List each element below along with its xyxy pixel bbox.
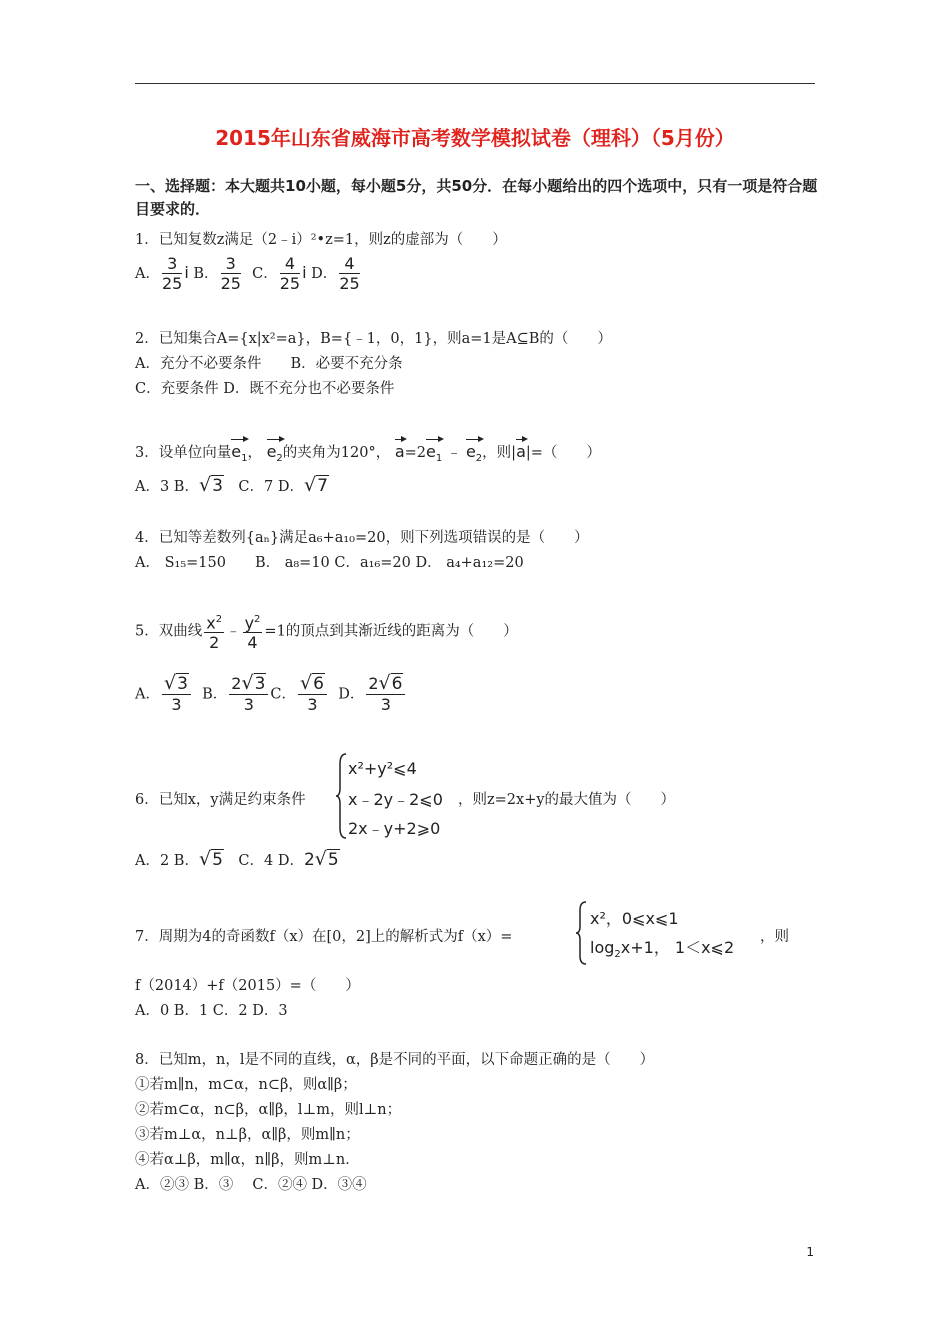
sqrt-3: √3 xyxy=(198,474,223,496)
q5-a-frac: $\frac{√3}{3}$ xyxy=(162,674,191,715)
two-sqrt-5: 2√5 xyxy=(303,848,339,870)
q3-options: A．3 B．√3 C．7 D．√7 xyxy=(135,474,328,496)
vector-e1: $e_1$ xyxy=(231,436,247,464)
sqrt-7: √7 xyxy=(303,474,328,496)
q7-stem-line2: f（2014）+f（2015）=（ ） xyxy=(135,978,360,994)
q5-d-frac: $\frac{2√6}{3}$ xyxy=(366,674,405,715)
q1-a-label: A． xyxy=(135,266,160,282)
q1-stem: 1．已知复数z满足（2﹣i）²•z=1，则z的虚部为（ ） xyxy=(135,232,507,248)
vector-a: a xyxy=(395,436,405,461)
q5-options: A． $\frac{√3}{3}$ B． $\frac{2√3}{3}$ C． $\frac{√6}{3}$ D． $\frac{2√6}{3}$ xyxy=(135,674,407,715)
q5-frac-y: $\frac{y^2}{4}$ xyxy=(243,610,263,653)
q2-options-2: C．充要条件 D．既不充分也不必要条件 xyxy=(135,381,395,397)
q1-b-label: B． xyxy=(193,266,219,282)
q7-brace xyxy=(575,900,587,966)
q6-stem-tail: ，则z=2x+y的最大值为（ ） xyxy=(458,792,676,808)
q2-stem: 2．已知集合A={x|x²=a}，B={﹣1，0，1}，则a=1是A⊆B的（ ） xyxy=(135,331,612,347)
q7-stem-lead: 7．周期为4的奇函数f（x）在[0，2]上的解析式为f（x）= xyxy=(135,929,513,945)
vector-e1-b: $e_1$ xyxy=(426,436,442,464)
q4-options: A． S₁₅=150 B． a₈=10 C．a₁₆=20 D． a₄+a₁₂=20 xyxy=(135,555,524,571)
q4-stem: 4．已知等差数列{aₙ}满足a₆+a₁₀=20，则下列选项错误的是（ ） xyxy=(135,530,589,546)
q5-b-frac: $\frac{2√3}{3}$ xyxy=(229,674,268,715)
vector-e2-b: $e_2$ xyxy=(466,436,482,464)
q8-statement-2: ②若m⊂α，n⊂β，α∥β，l⊥m，则l⊥n； xyxy=(135,1102,402,1118)
q1-b-frac: $\frac{3}{25}$ xyxy=(220,254,241,293)
q5-c-frac: $\frac{√6}{3}$ xyxy=(298,674,327,715)
q1-c-frac: $\frac{4}{25}$ xyxy=(279,254,301,293)
q6-constraint-1: x²+y²⩽4 xyxy=(348,759,417,778)
q8-stem: 8．已知m，n，l是不同的直线，α，β是不同的平面，以下命题正确的是（ ） xyxy=(135,1052,655,1068)
q7-options: A．0 B．1 C．2 D．3 xyxy=(135,1003,288,1019)
q5-frac-x: $\frac{x^2}{2}$ xyxy=(204,610,224,653)
q8-statement-4: ④若α⊥β，m∥α，n∥β，则m⊥n． xyxy=(135,1152,360,1168)
sqrt-5: √5 xyxy=(198,848,223,870)
page-number: 1 xyxy=(806,1245,814,1259)
q1-options: A． $\frac{3}{25}$ i B． $\frac{3}{25}$ C． $\frac{4}{25}$ i D． $\frac{4}{25}$ xyxy=(135,254,360,293)
vector-a-b: a xyxy=(516,436,526,461)
q8-statement-3: ③若m⊥α，n⊥β，α∥β，则m∥n； xyxy=(135,1127,360,1143)
q7-case-1: x²，0⩽x⩽1 xyxy=(590,909,679,928)
q7-stem-tail: ，则 xyxy=(760,929,789,945)
q8-options: A．②③ B．③ C．②④ D．③④ xyxy=(135,1177,367,1193)
q1-a-frac: $\frac{3}{25}$ xyxy=(161,254,183,293)
header-rule xyxy=(135,83,815,84)
q6-stem-lead: 6．已知x，y满足约束条件 xyxy=(135,792,306,808)
q5-stem: 5．双曲线 $\frac{x^2}{2}$ ﹣ $\frac{y^2}{4}$ =1的顶点到其渐近线的距离为（ ） xyxy=(135,610,518,653)
q6-options: A．2 B．√5 C．4 D．2√5 xyxy=(135,848,339,870)
q3-stem: 3．设单位向量$e_1$， $e_2$的夹角为120°， $a=2e_1$ ﹣ $e_2$，则|a|=（ ） xyxy=(135,436,601,464)
page-title: 2015年山东省威海市高考数学模拟试卷（理科）（5月份） xyxy=(215,126,735,150)
q1-c-label: C． xyxy=(252,266,278,282)
q2-options-1: A．充分不必要条件 B．必要不充分条 xyxy=(135,356,403,372)
q7-case-2: $\log_2x+1$， 1＜x⩽2 xyxy=(590,938,735,961)
q6-constraint-3: 2x﹣y+2⩾0 xyxy=(348,819,441,838)
vector-e2: $e_2$ xyxy=(267,436,283,464)
q1-d-frac: $\frac{4}{25}$ xyxy=(339,254,360,293)
q1-d-label: D． xyxy=(311,266,338,282)
q6-constraint-2: x﹣2y﹣2⩽0 xyxy=(348,790,443,809)
section-heading: 一、选择题：本大题共10小题，每小题5分，共50分．在每小题给出的四个选项中，只有一项是符合题目要求的． xyxy=(135,177,818,218)
q8-statement-1: ①若m∥n，m⊂α，n⊂β，则α∥β； xyxy=(135,1077,357,1093)
q6-brace xyxy=(335,752,347,840)
